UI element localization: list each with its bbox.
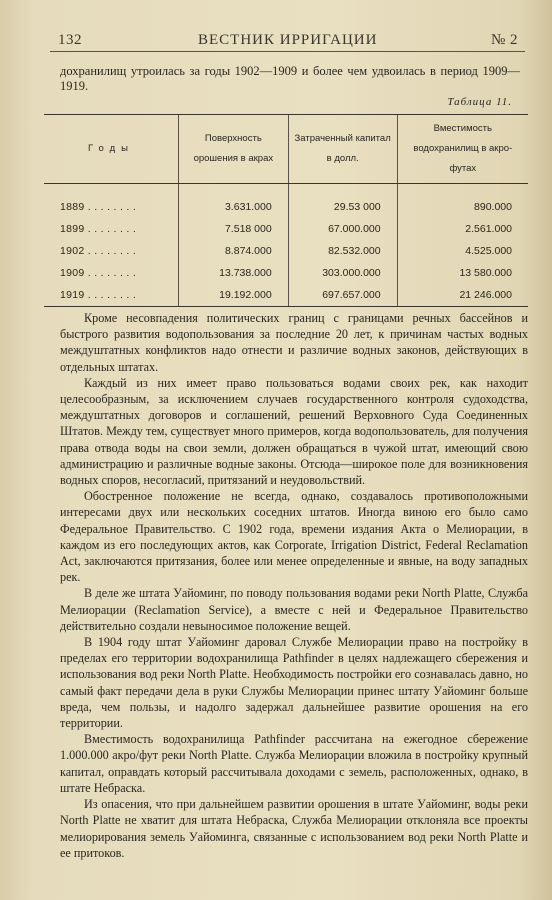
- cell-capacity: 13 580.000: [397, 262, 528, 284]
- cell-area: 7.518 000: [179, 218, 289, 240]
- lead-text: дохранилищ утроилась за годы 1902—1909 и более чем удвоилась в период 1909—1919.: [60, 64, 520, 93]
- cell-area: 19.192.000: [179, 284, 289, 307]
- table-row: [44, 262, 528, 284]
- cell-year: 1919 . . . . . . . .: [44, 284, 179, 307]
- lead-paragraph: [60, 64, 520, 94]
- body-text: [60, 310, 528, 861]
- cell-year: 1899 . . . . . . . .: [60, 223, 137, 235]
- col-header-capital: Затраченный капитал в долл.: [288, 115, 397, 184]
- col-header-years: Годы: [44, 115, 179, 184]
- cell-capacity: 21 246.000: [397, 284, 528, 307]
- cell-capital: 697.657.000: [288, 284, 397, 307]
- paragraph: В 1904 году штат Уайоминг даровал Службе Мелиорации право на постройку в пределах его территории водохранилища Pathfinder в целях надлежащего сбережения и использования вод реки North Platte. Необходимость постройки его сознавалась давно, но самый факт передачи дела в руки Службы Мелиорации принес штату Уайоминг больше вреда, чем пользы, и надолго задержал дальнейшее развитие орошения на его территории.: [60, 635, 528, 731]
- cell-year: 1909 . . . . . . . .: [60, 267, 137, 279]
- table-row: [44, 240, 528, 262]
- paragraph: Вместимость водохранилища Pathfinder рассчитана на ежегодное сбережение 1.000.000 акро/фут реки North Platte. Служба Мелиорации вложила в постройку крупный капитал, оправдать который рассчитывала доходами с земель, расположенных, однако, в штате Небраска.: [60, 732, 528, 795]
- table-row: [44, 284, 528, 307]
- paragraph: Из опасения, что при дальнейшем развитии орошения в штате Уайоминг, воды реки North Platte не хватит для штата Небраска, Служба Мелиорации отклоняла все проекты мелиорирования земель Уайоминга, связанные с использованием вод реки North Platte и ее притоков.: [60, 797, 528, 860]
- table-caption: Таблица 11.: [447, 96, 512, 108]
- cell-capital: 67.000.000: [288, 218, 397, 240]
- col-header-area: Поверхность орошения в акрах: [179, 115, 289, 184]
- paragraph: Обостренное положение не всегда, однако, создавалось противоположными интересами двух или нескольких соседних штатов. Иногда виною его было само Федеральное Правительство. С 1902 года, времени издания Акта о Мелиорации, в каждом из его последующих актов, как Corporate, Irrigation District, Federal Reclamation Act, заключаются притязания, более или менее определенные и явные, на воду западных рек.: [60, 489, 528, 585]
- cell-capital: 29.53 000: [288, 184, 397, 219]
- cell-area: 8.874.000: [179, 240, 289, 262]
- cell-capital: 82.532.000: [288, 240, 397, 262]
- irrigation-table: [44, 114, 528, 307]
- page-number: 132: [58, 32, 82, 48]
- page-header: [58, 32, 518, 52]
- cell-year: 1889 . . . . . . . .: [60, 201, 137, 213]
- paragraph: Кроме несовпадения политических границ с границами речных бассейнов и быстрого развития водопользования за последние 20 лет, к причинам частых водных междуштатных конфликтов надо отнести и различие водных законов, действующих в отдельных штатах.: [60, 311, 528, 374]
- table-row: [44, 218, 528, 240]
- cell-capacity: 4.525.000: [397, 240, 528, 262]
- col-header-capacity: Вместимость водохранилищ в акро-футах: [397, 115, 528, 184]
- paragraph: Каждый из них имеет право пользоваться водами своих рек, как находит целесообразным, за исключением случаев государственного контроля судоходства, междуштатных договоров и соглашений, решений Верховного Суда Соединенных Штатов. Между тем, существует много примеров, когда водопользователь, для получения права отвода воды на свои земли, должен обращаться в чужой штат, имеющий свою администрацию и различные водные законы. Отсюда—широкое поле для возникновения водных споров, несогласий, притязаний и неудовольствий.: [60, 375, 528, 488]
- paragraph: В деле же штата Уайоминг, по поводу пользования водами реки North Platte, Служба Мелиорации (Reclamation Service), а вместе с ней и Федеральное Правительство действительно создали невыносимое положение вещей.: [60, 586, 528, 633]
- cell-capital: 303.000.000: [288, 262, 397, 284]
- journal-title: ВЕСТНИК ИРРИГАЦИИ: [198, 32, 378, 48]
- cell-area: 3.631.000: [179, 184, 289, 219]
- issue-number: № 2: [490, 32, 518, 48]
- cell-year: 1902 . . . . . . . .: [60, 245, 137, 257]
- cell-capacity: 890.000: [397, 184, 528, 219]
- cell-area: 13.738.000: [179, 262, 289, 284]
- header-rule: [50, 51, 525, 52]
- table-header-row: [44, 115, 528, 184]
- table-row: [44, 184, 528, 219]
- cell-capacity: 2.561.000: [397, 218, 528, 240]
